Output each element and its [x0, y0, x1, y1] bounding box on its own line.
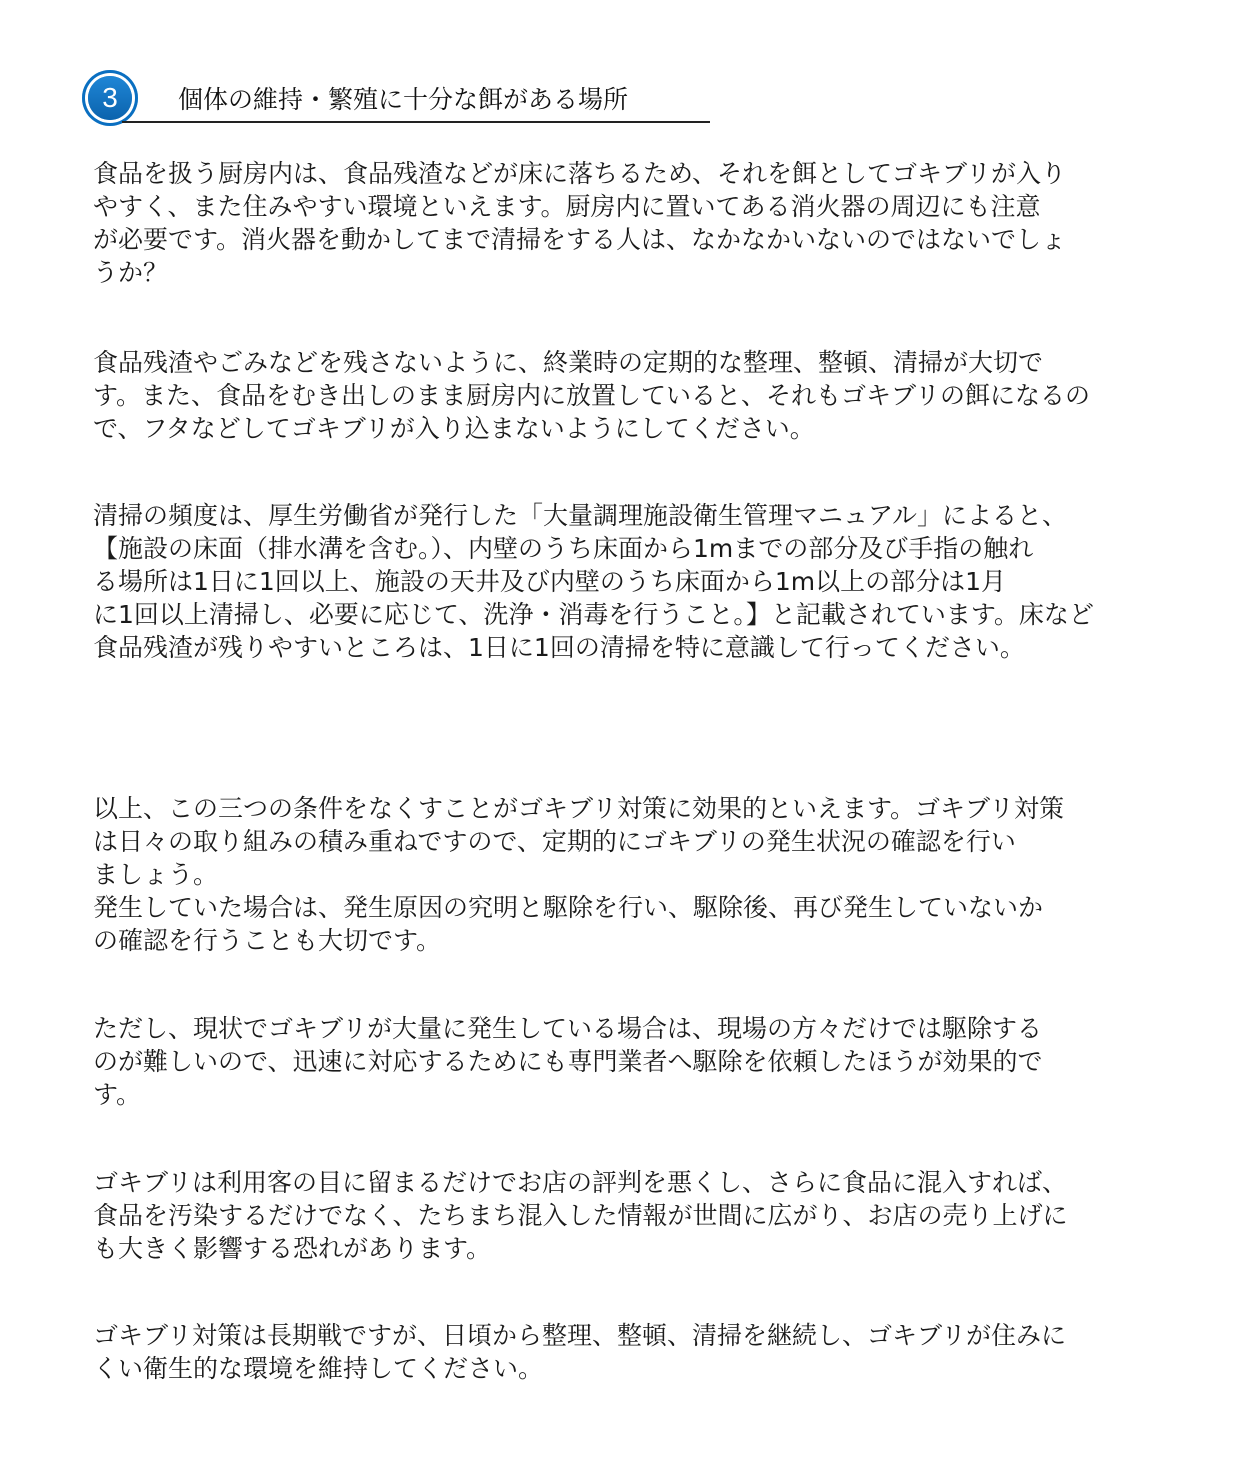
paragraph-long-term [93, 1319, 1153, 1385]
paragraph-line: が必要です。消火器を動かしてまで清掃をする人は、なかなかいないのではないでしょ [93, 225, 1067, 254]
paragraph-line: ただし、現状でゴキブリが大量に発生している場合は、現場の方々だけでは駆除する [93, 1014, 1043, 1043]
paragraph-line: 発生していた場合は、発生原因の究明と駆除を行い、駆除後、再び発生していないか [93, 893, 1044, 922]
paragraph-line: 清掃の頻度は、厚生労働省が発行した「大量調理施設衛生管理マニュアル」によると、 [93, 501, 1068, 530]
paragraph-line: 食品残渣やごみなどを残さないように、終業時の定期的な整理、整頓、清掃が大切で [93, 348, 1044, 377]
paragraph-line: も大きく影響する恐れがあります。 [93, 1234, 492, 1263]
section-title: 個体の維持・繁殖に十分な餌がある場所 [178, 85, 629, 114]
paragraph-line: やすく、また住みやすい環境といえます。厨房内に置いてある消火器の周辺にも注意 [93, 192, 1041, 221]
section-number: 3 [88, 76, 132, 120]
paragraph-reputation [93, 1166, 1153, 1265]
paragraph-line: は日々の取り組みの積み重ねですので、定期的にゴキブリの発生状況の確認を行い [93, 827, 1016, 856]
paragraph-line: うか？ [93, 258, 169, 287]
paragraph-professional-service [93, 1012, 1153, 1111]
paragraph-line: す。 [93, 1080, 142, 1109]
paragraph-line: る場所は1日に1回以上、施設の天井及び内壁のうち床面から1m以上の部分は1月 [93, 567, 1006, 596]
paragraph-line: 以上、この三つの条件をなくすことがゴキブリ対策に効果的といえます。ゴキブリ対策 [93, 794, 1065, 823]
paragraph-line: す。また、食品をむき出しのまま厨房内に放置していると、それもゴキブリの餌になるの [93, 381, 1091, 410]
paragraph-line: のが難しいので、迅速に対応するためにも専門業者へ駆除を依頼したほうが効果的で [93, 1047, 1043, 1076]
paragraph-line: 食品残渣が残りやすいところは、1日に1回の清掃を特に意識して行ってください。 [93, 633, 1025, 662]
paragraph-line: 【施設の床面（排水溝を含む。）、内壁のうち床面から1mまでの部分及び手指の触れ [93, 534, 1034, 563]
paragraph-summary [93, 792, 1153, 957]
paragraph-line: で、フタなどしてゴキブリが入り込まないようにしてください。 [93, 414, 815, 443]
paragraph-line: に1回以上清掃し、必要に応じて、洗浄・消毒を行うこと。】と記載されています。床など [93, 600, 1094, 629]
section-header [82, 70, 712, 128]
paragraph-cleanup [93, 346, 1153, 445]
section-number-badge [82, 70, 138, 126]
paragraph-line: くい衛生的な環境を維持してください。 [93, 1354, 544, 1383]
paragraph-cleaning-frequency [93, 499, 1153, 664]
paragraph-line: の確認を行うことも大切です。 [93, 926, 442, 955]
section-title-underline [122, 121, 710, 123]
paragraph-line: ましょう。 [93, 860, 219, 889]
paragraph-line: ゴキブリ対策は長期戦ですが、日頃から整理、整頓、清掃を継続し、ゴキブリが住みに [93, 1321, 1067, 1350]
paragraph-line: 食品を扱う厨房内は、食品残渣などが床に落ちるため、それを餌としてゴキブリが入り [93, 159, 1067, 188]
paragraph-food-residue [93, 157, 1153, 289]
paragraph-line: ゴキブリは利用客の目に留まるだけでお店の評判を悪くし、さらに食品に混入すれば、 [93, 1168, 1068, 1197]
paragraph-line: 食品を汚染するだけでなく、たちまち混入した情報が世間に広がり、お店の売り上げに [93, 1201, 1068, 1230]
